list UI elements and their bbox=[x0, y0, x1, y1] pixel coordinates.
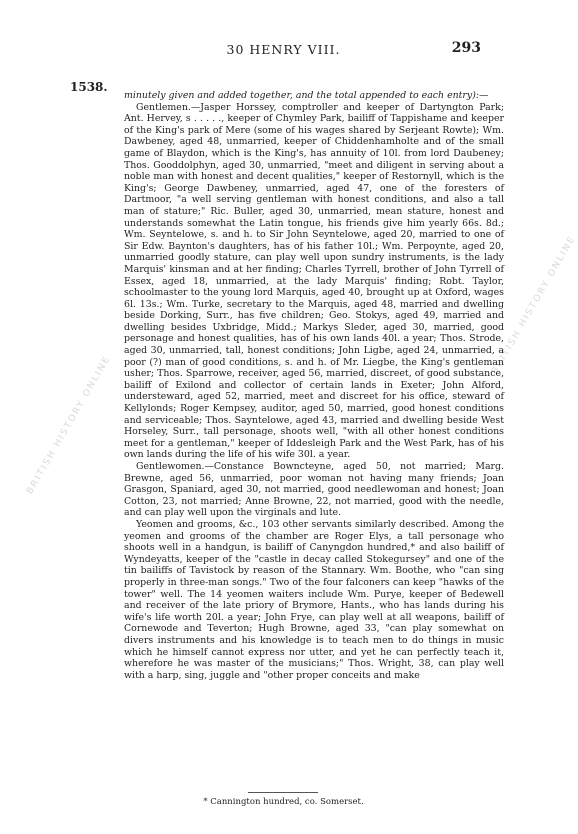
paragraph-yeomen: Yeomen and grooms, &c., 103 other servants similarly described. Among the yeomen and grooms of the chamber are Roger Elys, a tall personage who shoots well in a handgun, is bailiff of Canyngdon hundred,* and also bailiff of Wyndeyatts, keeper of the "castle in decay called Stokegursey" and one of the tin bailiffs of Tavistock by reason of the Stannary. Wm. Boothe, who "can sing properly in three-man songs." Two of the four falconers can keep "hawks of the tower" well. The 14 yeomen waiters include Wm. Purye, keeper of Bedewell and receiver of the late priory of Brymore, Hants., who has lands during his wife's life worth 20l. a year; John Frye, can play well at all weapons, bailiff of Cornewode and Teverton; Hugh Browne, aged 33, "can play somewhat on divers instruments and his knowledge is to teach men to do things in music which he himself cannot express nor utter, and yet he can perfectly teach it, wherefore he was master of the musicians;" Thos. Wright, 38, can play well with a harp, sing, juggle and "other proper conceits and make bbox=[124, 518, 504, 681]
paragraph-intro: minutely given and added together, and the total appended to each entry):— bbox=[124, 90, 489, 101]
paragraph-gentlemen: Gentlemen.—Jasper Horssey, comptroller and keeper of Dartyngton Park; Ant. Hervey, s . . . . ., keeper of Chymley Park, bailiff of Tappishame and keeper of the King's park of Mere (some of his wages shared by Serjeant Rowte); Wm. Dawbeney, aged 48, unmarried, keeper of Chiddenhamholte and of the small game of Blaydon, which is the King's, has annuity of 10l. from lord Daubeney; Thos. Gooddolphyn, aged 30, unmarried, "meet and diligent in serving about a noble man with honest and decent qualities," keeper of Restornyll, which is the King's; George Dawbeney, unmarried, aged 47, one of the foresters of Dartmoor, "a well serving gentleman with honest conditions, and also a tall man of stature;" Ric. Buller, aged 30, unmarried, mean stature, honest and understands somewhat the Latin tongue, his friends give him yearly 66s. 8d.; Wm. Seyntelowe, s. and h. to Sir John Seyntelowe, aged 20, married to one of Sir Edw. Baynton's daughters, has of his father 10l.; Wm. Perpoynte, aged 20, unmarried goodly stature, can play well upon sundry instruments, is the lady Marquis' kinsman and at her finding; Charles Tyrrell, brother of John Tyrrell of Essex, aged 18, unmarried, at the lady Marquis' finding; Robt. Taylor, schoolmaster to the young lord Marquis, aged 40, brought up at Oxford, wages 6l. 13s.; Wm. Turke, secretary to the Marquis, aged 48, married and dwelling beside Dorking, Surr., has five children; Geo. Stokys, aged 49, married and dwelling besides Uxbridge, Midd.; Markys Sleder, aged 30, married, good personage and honest qualities, has of his own lands 40l. a year; Thos. Strode, aged 30, unmarried, tall, honest conditions; John Ligbe, aged 24, unmarried, a poor (?) man of good conditions, s. and h. of Mr. Liegbe, the King's gentleman usher; Thos. Sparrowe, receiver, aged 56, married, discreet, of good substance, bailiff of Exilond and collector of certain lands in Exeter; John Alford, understeward, aged 52, married, meet and discreet for his office, steward of Kellylonds; Roger Kempsey, auditor, aged 50, married, good honest conditions and serviceable; Thos. Sayntelowe, aged 43, married and dwelling beside West Horseley, Surr., tall personage, shoots well, "with all other honest conditions meet for a gentleman," keeper of Iddesleigh Park and the West Park, has of his own lands during the life of his wife 30l. a year. bbox=[124, 101, 504, 461]
year-margin-label: 1538. bbox=[70, 80, 108, 94]
body-text bbox=[124, 90, 504, 681]
watermark-right: BRITISH HISTORY ONLINE bbox=[490, 233, 578, 377]
footnote-divider bbox=[248, 792, 318, 793]
watermark-left: BRITISH HISTORY ONLINE bbox=[25, 353, 114, 497]
page-number: 293 bbox=[451, 40, 481, 56]
paragraph-gentlewomen: Gentlewomen.—Constance Bowncteyne, aged 50, not married; Marg. Brewne, aged 56, unmarried, poor woman not having many friends; Joan Grasgon, Spaniard, aged 30, not married, good needlewoman and honest; Joan Cotton, 23, not married; Anne Browne, 22, not married, good with the needle, and can play well upon the virginals and lute. bbox=[124, 461, 504, 519]
running-head: 30 HENRY VIII. bbox=[226, 42, 341, 57]
footnote: * Cannington hundred, co. Somerset. bbox=[203, 797, 364, 807]
